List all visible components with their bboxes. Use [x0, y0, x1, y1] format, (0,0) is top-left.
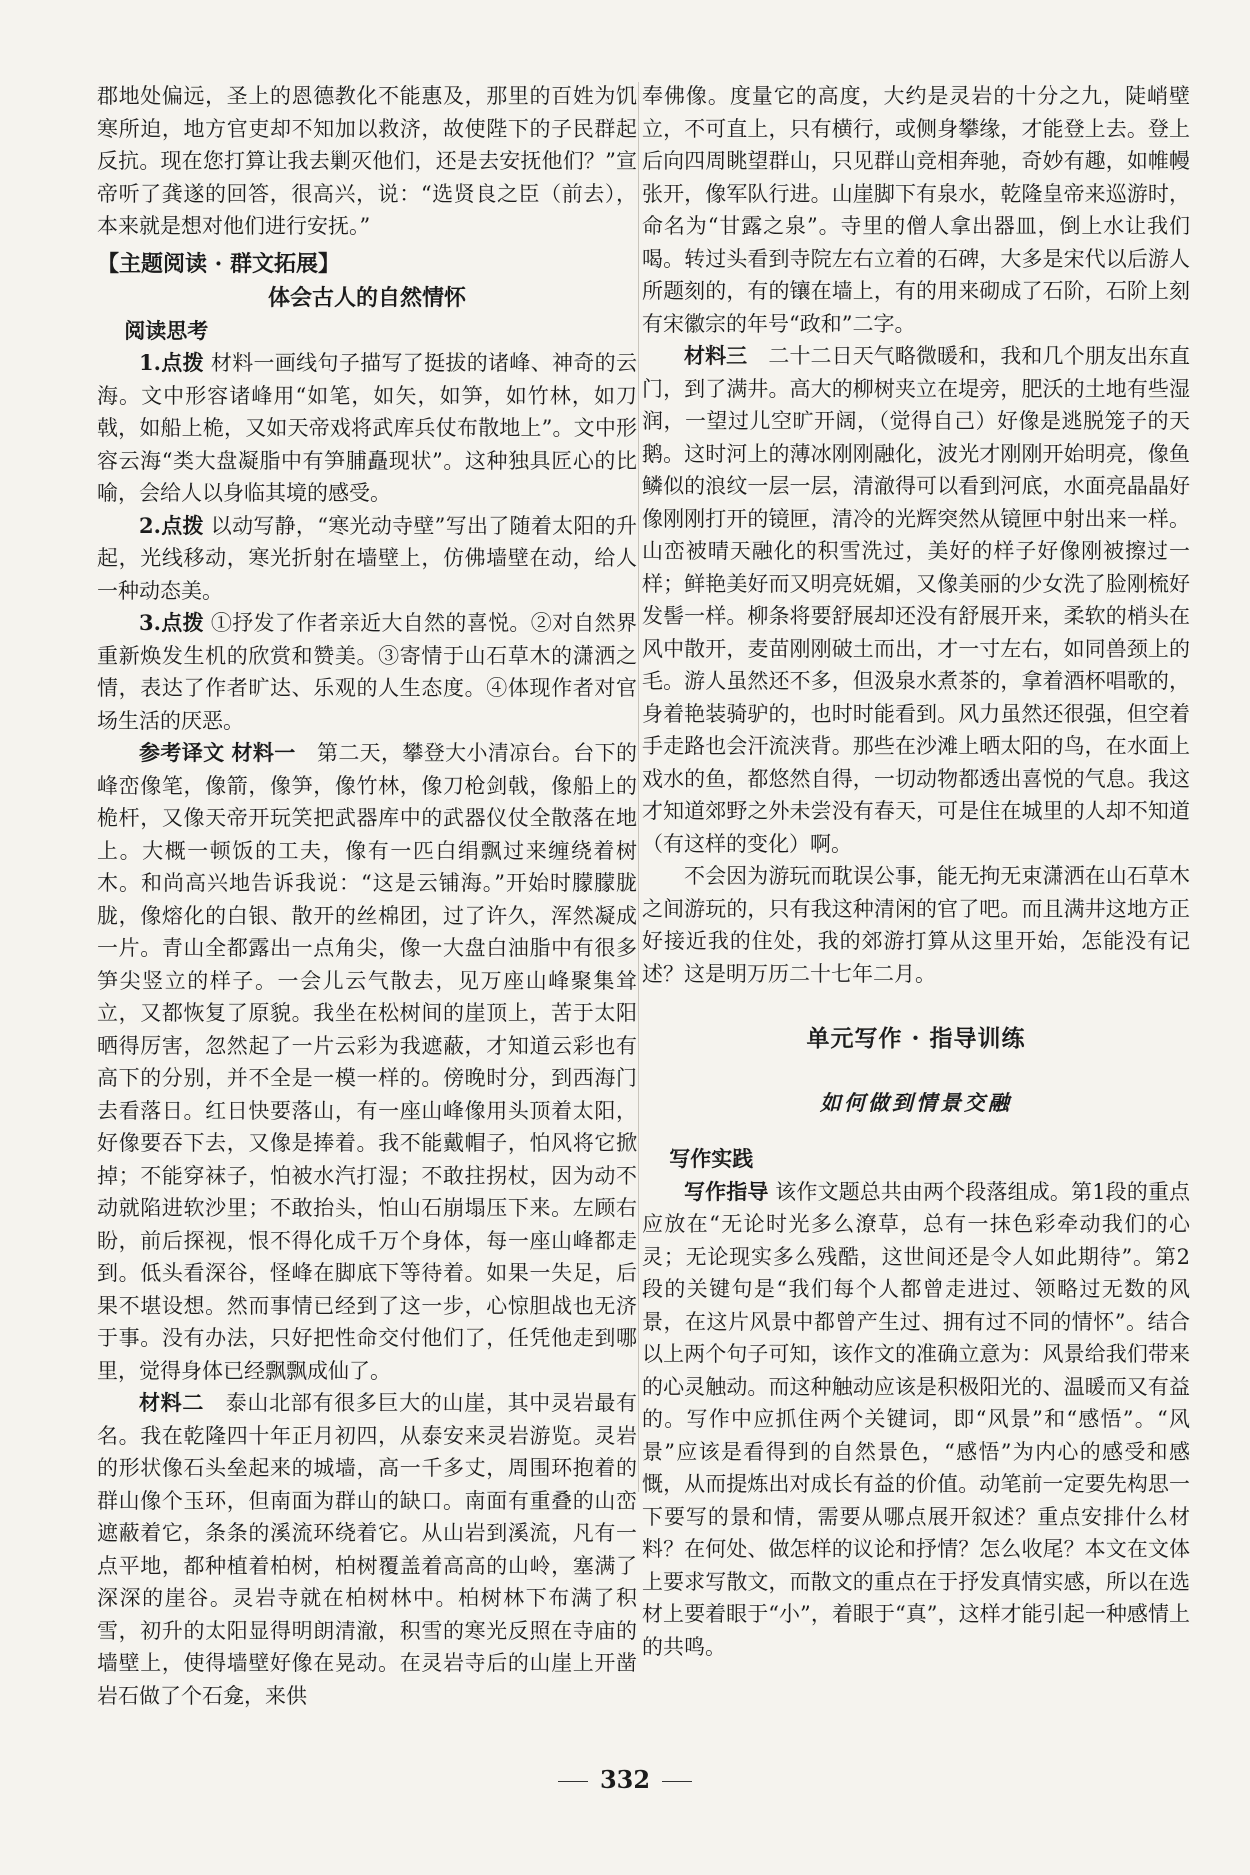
- material-3-label: 材料三: [684, 343, 748, 368]
- page-number: 332: [599, 1765, 651, 1794]
- practice-heading: 写作实践: [669, 1146, 754, 1171]
- reading-heading: 阅读思考: [124, 317, 209, 343]
- unit-writing-title: 单元写作 · 指导训练: [806, 1025, 1026, 1052]
- intro-paragraph: 郡地处偏远，圣上的恩德教化不能惠及，那里的百姓为饥寒所迫，地方官吏却不知加以救济，故使陛下的子民群起反抗。现在您打算让我去剿灭他们，还是去安抚他们？”宣帝听了龚遂的回答，很高兴，说：“选贤良之臣（前去），本来就是想对他们进行安抚。”: [97, 84, 637, 238]
- writing-topic: 如何做到情景交融: [820, 1090, 1012, 1115]
- material-2-label: 材料二: [139, 1390, 205, 1415]
- item-1-label: 点拨: [160, 350, 204, 375]
- item-1-number: 1.: [139, 350, 161, 375]
- theme-title: 体会古人的自然情怀: [267, 284, 466, 311]
- item-3-text: ①抒发了作者亲近大自然的喜悦。②对自然界重新焕发生机的欣赏和赞美。③寄情于山石草木的潇洒之情，表达了作者旷达、乐观的人生态度。④体现作者对官场生活的厌恶。: [97, 611, 637, 733]
- material-3-text: 二十二日天气略微暖和，我和几个朋友出东直门，到了满井。高大的柳树夹立在堤旁，肥沃的土地有些湿润，一望过儿空旷开阔，（觉得自己）好像是逃脱笼子的天鹅。这时河上的薄冰刚刚融化，波光才刚刚开始明亮，像鱼鳞似的浪纹一层一层，清澈得可以看到河底，水面亮晶晶好像刚刚打开的镜匣，清冷的光辉突然从镜匣中射出来一样。山峦被晴天融化的积雪洗过，美好的样子好像刚被擦过一样；鲜艳美好而又明亮妩媚，又像美丽的少女洗了脸刚梳好发髻一样。柳条将要舒展却还没有舒展开来，柔软的梢头在风中散开，麦苗刚刚破土而出，才一寸左右，如同兽颈上的毛。游人虽然还不多，但汲泉水煮茶的，拿着酒杯唱歌的，身着艳装骑驴的，也时时能看到。风力虽然还很强，但空着手走路也会汗流浃背。那些在沙滩上晒太阳的鸟，在水面上戏水的鱼，都悠然自得，一切动物都透出喜悦的气息。我这才知道郊野之外未尝没有春天，可是住在城里的人却不知道（有这样的变化）啊。: [642, 344, 1191, 856]
- material-1-label: 材料一: [231, 740, 296, 765]
- section-heading: 【主题阅读 · 群文拓展】: [97, 250, 340, 277]
- answer-item-2: [97, 510, 637, 608]
- answer-item-1: [97, 347, 637, 510]
- column-divider: [638, 82, 639, 1492]
- answer-item-3: [97, 607, 637, 737]
- guidance-label: 写作指导: [684, 1178, 769, 1204]
- item-2-number: 2.: [139, 512, 161, 538]
- translation-material-1: [97, 737, 637, 1387]
- guidance-text: 该作文题总共由两个段落组成。第1段的重点应放在“无论时光多么潦草，总有一抹色彩牵动我们的心灵；无论现实多么残酷，这世间还是令人如此期待”。第2段的关键句是“我们每个人都曾走进过、领略过无数的风景，在这片风景中都曾产生过、拥有过不同的情怀”。结合以上两个句子可知，该作文的准确立意为：风景给我们带来的心灵触动。而这种触动应该是积极阳光的、温暖而又有益的。写作中应抓住两个关键词，即“风景”和“感悟”。“风景”应该是看得到的自然景色，“感悟”为内心的感受和感慨，从而提炼出对成长有益的价值。动笔前一定要先构思一下要写的景和情，需要从哪点展开叙述？重点安排什么材料？在何处、做怎样的议论和抒情？怎么收尾？本文在文体上要求写散文，而散文的重点在于抒发真情实感，所以在选材上要着眼于“小”，着眼于“真”，这样才能引起一种感情上的共鸣。: [642, 1179, 1190, 1659]
- item-2-text: 以动写静，“寒光动寺壁”写出了随着太阳的升起，光线移动，寒光折射在墙壁上，仿佛墙壁在动，给人一种动态美。: [97, 513, 638, 603]
- footer-dash-right: [662, 1781, 692, 1782]
- item-3-number: 3.: [139, 610, 161, 635]
- page-footer: [0, 1765, 1250, 1794]
- right-column: [642, 80, 1190, 1663]
- closing-paragraph: 不会因为游玩而耽误公事，能无拘无束潇洒在山石草木之间游玩的，只有我这种清闲的官了吧。而且满井这地方正好接近我的住处，我的郊游打算从这里开始，怎能没有记述？这是明万历二十七年二月。: [642, 864, 1190, 986]
- left-column: [97, 80, 637, 1712]
- material-2-continued: 奉佛像。度量它的高度，大约是灵岩的十分之九，陡峭壁立，不可直上，只有横行，或侧身攀缘，才能登上去。登上后向四周眺望群山，只见群山竞相奔驰，奇妙有趣，如帷幔张开，像军队行进。山崖脚下有泉水，乾隆皇帝来巡游时，命名为“甘露之泉”。寺里的僧人拿出器皿，倒上水让我们喝。转过头看到寺院左右立着的石碑，大多是宋代以后游人所题刻的，有的镶在墙上，有的用来砌成了石阶，石阶上刻有宋徽宗的年号“政和”二字。: [642, 84, 1190, 336]
- item-1-text: 材料一画线句子描写了挺拔的诸峰、神奇的云海。文中形容诸峰用“如笔，如矢，如笋，如竹林，如刀戟，如船上桅，又如天帝戏将武库兵仗布散地上”。文中形容云海“类大盘凝脂中有笋脯矗现状”。这种独具匠心的比喻，会给人以身临其境的感受。: [97, 351, 637, 505]
- translation-material-2: [97, 1387, 637, 1712]
- item-3-label: 点拨: [160, 610, 204, 635]
- writing-guidance: [642, 1176, 1190, 1664]
- footer-dash-left: [558, 1781, 588, 1782]
- material-1-text: 第二天，攀登大小清凉台。台下的峰峦像笔，像箭，像笋，像竹林，像刀枪剑戟，像船上的桅杆，又像天帝开玩笑把武器库中的武器仪仗全散落在地上。大概一顿饭的工夫，像有一匹白绢飘过来缠绕着树木。和尚高兴地告诉我说：“这是云铺海。”开始时朦朦胧胧，像熔化的白银、散开的丝棉团，过了许久，浑然凝成一片。青山全都露出一点角尖，像一大盘白油脂中有很多笋尖竖立的样子。一会儿云气散去，见万座山峰聚集耸立，又都恢复了原貌。我坐在松树间的崖顶上，苦于太阳晒得厉害，忽然起了一片云彩为我遮蔽，才知道云彩也有高下的分别，并不全是一模一样的。傍晚时分，到西海门去看落日。红日快要落山，有一座山峰像用头顶着太阳，好像要吞下去，又像是捧着。我不能戴帽子，怕风将它掀掉；不能穿袜子，怕被水汽打湿；不敢拄拐杖，因为动不动就陷进软沙里；不敢抬头，怕山石崩塌压下来。左顾右盼，前后探视，恨不得化成千万个身体，每一座山峰都走到。低头看深谷，怪峰在脚底下等待着。如果一失足，后果不堪设想。然而事情已经到了这一步，心惊胆战也无济于事。没有办法，只好把性命交付他们了，任凭他走到哪里，觉得身体已经飘飘成仙了。: [97, 741, 638, 1383]
- material-2-text: 泰山北部有很多巨大的山崖，其中灵岩最有名。我在乾隆四十年正月初四，从泰安来灵岩游览。灵岩的形状像石头垒起来的城墙，高一千多丈，周围环抱着的群山像个玉环，但南面为群山的缺口。南面有重叠的山峦遮蔽着它，条条的溪流环绕着它。从山岩到溪流，凡有一点平地，都种植着柏树，柏树覆盖着高高的山岭，塞满了深深的崖谷。灵岩寺就在柏树林中。柏树林下布满了积雪，初升的太阳显得明朗清澈，积雪的寒光反照在寺庙的墙壁上，使得墙壁好像在晃动。在灵岩寺后的山崖上开凿岩石做了个石龛，来供: [97, 1391, 637, 1708]
- translation-label: 参考译文: [139, 740, 225, 765]
- translation-material-3: [642, 340, 1190, 860]
- item-2-label: 点拨: [160, 512, 204, 538]
